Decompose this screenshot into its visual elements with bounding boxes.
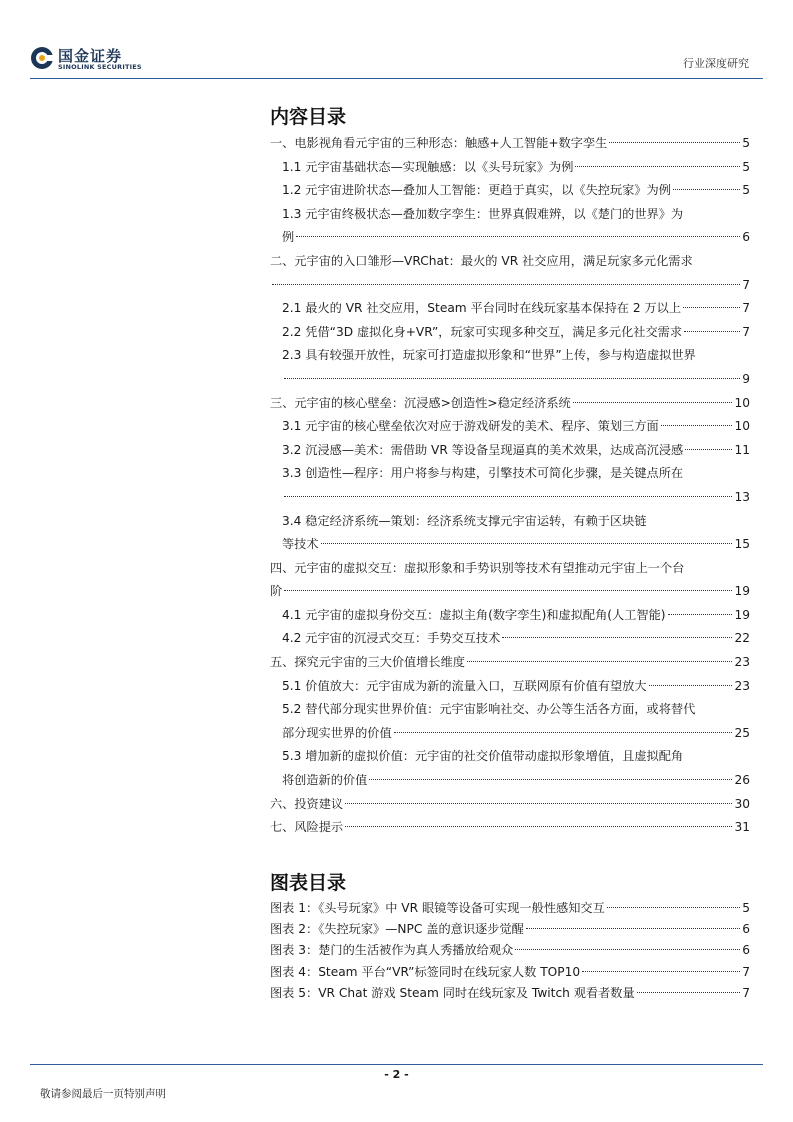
toc-entry-page: 10 (734, 419, 750, 434)
leader-dots (684, 331, 740, 332)
leader-dots (369, 779, 732, 780)
figure-entry[interactable] (270, 962, 750, 983)
toc-entry-page: 5 (742, 159, 750, 174)
leader-dots (637, 992, 741, 993)
page-number: - 2 - (384, 1068, 409, 1081)
toc-entry-text: 3.3 创造性—程序：用户将参与构建，引擎技术可简化步骤，是关键点所在 (282, 466, 684, 481)
toc-entry-text: 一、电影视角看元宇宙的三种形态：触感+人工智能+数字孪生 (270, 136, 608, 150)
company-logo (30, 46, 150, 74)
toc-entry[interactable] (270, 675, 750, 699)
figure-entry-page: 6 (742, 922, 750, 937)
leader-dots (685, 449, 732, 450)
toc-entry-text: 2.1 最火的 VR 社交应用，Steam 平台同时在线玩家基本保持在 2 万以上 (282, 301, 682, 316)
toc-entry[interactable] (270, 132, 750, 156)
toc-entry-text: 三、元宇宙的核心壁垒：沉浸感>创造性>稳定经济系统 (270, 395, 571, 410)
leader-dots (573, 402, 733, 403)
toc-entry[interactable] (270, 462, 750, 509)
disclaimer-note: 敬请参阅最后一页特别声明 (40, 1088, 166, 1100)
toc-entry-text-continued: 将创造新的价值 (282, 773, 368, 788)
leader-dots (526, 928, 740, 929)
figure-entry[interactable] (270, 940, 750, 961)
toc-entry[interactable] (270, 557, 750, 604)
toc-entry-page: 5 (742, 183, 750, 198)
toc-entry[interactable] (270, 179, 750, 203)
toc-entry[interactable] (270, 651, 750, 675)
figure-entry-text: 图表 3：楚门的生活被作为真人秀播放给观众 (270, 943, 514, 958)
toc-entry[interactable] (270, 344, 750, 391)
toc-entry-text: 4.1 元宇宙的虚拟身份交互：虚拟主角(数字孪生)和虚拟配角(人工智能) (282, 607, 666, 622)
toc-entry-page: 22 (734, 631, 750, 646)
toc-entry-page: 7 (742, 324, 750, 339)
logo-cn-text: 国金证券 (58, 47, 123, 65)
toc-title: 内容目录 (270, 106, 347, 128)
toc-entry-page: 9 (742, 371, 750, 386)
toc-entry[interactable] (270, 156, 750, 180)
toc-entry[interactable] (270, 250, 750, 297)
toc-entry[interactable] (270, 415, 750, 439)
toc-entry[interactable] (270, 627, 750, 651)
leader-dots (296, 236, 740, 237)
toc-entry-text: 3.1 元宇宙的核心壁垒依次对应于游戏研发的美术、程序、策划三方面 (282, 419, 659, 434)
toc-entry-page: 7 (742, 301, 750, 316)
toc-entry-page: 30 (734, 796, 750, 811)
leader-dots (345, 803, 732, 804)
figure-entry-page: 7 (742, 985, 750, 1000)
figure-entry[interactable] (270, 898, 750, 919)
figures-list (270, 898, 750, 1004)
toc-entry-page: 26 (734, 773, 750, 788)
toc-entry-text-continued: 阶 (270, 584, 283, 599)
toc-entry[interactable] (270, 816, 750, 840)
figure-entry-text: 图表 1：《头号玩家》中 VR 眼镜等设备可实现一般性感知交互 (270, 901, 605, 915)
figure-entry-text: 图表 4：Steam 平台“VR”标签同时在线玩家人数 TOP10 (270, 964, 581, 979)
toc-entry[interactable] (270, 439, 750, 463)
toc-entry-page: 13 (734, 489, 750, 504)
logo-mark-icon (30, 46, 54, 70)
toc-entry-page: 23 (734, 678, 750, 693)
toc-entry-text-continued: 部分现实世界的价值 (282, 725, 392, 740)
toc-entry-text: 5.1 价值放大：元宇宙成为新的流量入口，互联网原有价值有望放大 (282, 678, 647, 693)
toc-entry-text: 2.3 具有较强开放性，玩家可打造虚拟形象和“世界”上传，参与构造虚拟世界 (282, 348, 696, 363)
table-of-contents (270, 132, 750, 840)
figure-entry[interactable] (270, 919, 750, 940)
toc-entry-page: 31 (734, 820, 750, 835)
toc-entry-text: 4.2 元宇宙的沉浸式交互：手势交互技术 (282, 631, 501, 646)
leader-dots (668, 614, 733, 615)
leader-dots (272, 284, 740, 285)
toc-entry-text-continued: 例 (282, 230, 295, 245)
toc-entry-page: 7 (742, 277, 750, 292)
toc-entry[interactable] (270, 297, 750, 321)
leader-dots (609, 142, 740, 143)
toc-entry[interactable] (270, 510, 750, 557)
leader-dots (582, 971, 740, 972)
figure-entry-page: 5 (742, 901, 750, 915)
toc-entry-page: 19 (734, 607, 750, 622)
toc-entry[interactable] (270, 604, 750, 628)
leader-dots (515, 949, 740, 950)
toc-entry-text: 5.2 替代部分现实世界价值：元宇宙影响社交、办公等生活各方面，或将替代 (282, 702, 696, 717)
figure-entry-page: 6 (742, 943, 750, 958)
toc-entry-text-continued: 等技术 (282, 537, 319, 552)
toc-entry[interactable] (270, 203, 750, 250)
toc-entry[interactable] (270, 321, 750, 345)
leader-dots (649, 685, 733, 686)
figure-entry[interactable] (270, 983, 750, 1004)
toc-entry-text: 3.4 稳定经济系统—策划：经济系统支撑元宇宙运转，有赖于区块链 (282, 513, 647, 528)
toc-entry-text: 1.1 元宇宙基础状态—实现触感：以《头号玩家》为例 (282, 159, 574, 174)
toc-entry-page: 10 (734, 395, 750, 410)
leader-dots (607, 907, 740, 908)
toc-entry-text: 六、投资建议 (270, 796, 344, 811)
toc-entry-text: 五、探究元宇宙的三大价值增长维度 (270, 655, 465, 670)
toc-entry[interactable] (270, 392, 750, 416)
leader-dots (673, 189, 740, 190)
toc-entry-page: 23 (734, 655, 750, 670)
leader-dots (467, 661, 732, 662)
leader-dots (683, 307, 740, 308)
logo-en-text: SINOLINK SECURITIES (58, 63, 142, 71)
toc-entry-text: 1.2 元宇宙进阶状态—叠加人工智能：更趋于真实，以《失控玩家》为例 (282, 183, 671, 198)
footer-divider (30, 1064, 763, 1065)
toc-entry-text: 3.2 沉浸感—美术：需借助 VR 等设备呈现逼真的美术效果，达成高沉浸感 (282, 442, 684, 457)
leader-dots (321, 543, 733, 544)
toc-entry-page: 25 (734, 725, 750, 740)
toc-entry-page: 15 (734, 537, 750, 552)
toc-entry-text: 二、元宇宙的入口雏形—VRChat：最火的 VR 社交应用，满足玩家多元化需求 (270, 253, 693, 268)
toc-entry-text: 四、元宇宙的虚拟交互：虚拟形象和手势识别等技术有望推动元宇宙上一个台 (270, 560, 685, 575)
header-divider (30, 78, 763, 79)
toc-entry[interactable] (270, 698, 750, 745)
figures-title: 图表目录 (270, 872, 347, 894)
leader-dots (575, 166, 740, 167)
figure-entry-page: 7 (742, 964, 750, 979)
page-header (0, 0, 793, 80)
leader-dots (284, 590, 732, 591)
toc-entry-page: 5 (742, 136, 750, 150)
leader-dots (284, 496, 732, 497)
leader-dots (661, 425, 733, 426)
leader-dots (502, 637, 732, 638)
leader-dots (284, 378, 740, 379)
toc-entry[interactable] (270, 745, 750, 792)
figure-entry-text: 图表 2：《失控玩家》—NPC 盖的意识逐步觉醒 (270, 922, 524, 937)
toc-entry[interactable] (270, 793, 750, 817)
toc-entry-page: 11 (734, 442, 750, 457)
toc-entry-text: 2.2 凭借“3D 虚拟化身+VR”，玩家可实现多种交互，满足多元化社交需求 (282, 324, 683, 339)
report-type-label: 行业深度研究 (683, 57, 749, 70)
toc-entry-page: 19 (734, 584, 750, 599)
toc-entry-text: 5.3 增加新的虚拟价值：元宇宙的社交价值带动虚拟形象增值，且虚拟配角 (282, 749, 684, 764)
figure-entry-text: 图表 5：VR Chat 游戏 Steam 同时在线玩家及 Twitch 观看者数量 (270, 985, 635, 1000)
leader-dots (394, 732, 733, 733)
toc-entry-text: 1.3 元宇宙终极状态—叠加数字孪生：世界真假难辨，以《楚门的世界》为 (282, 206, 684, 221)
toc-entry-text: 七、风险提示 (270, 820, 344, 835)
leader-dots (345, 826, 732, 827)
toc-entry-page: 6 (742, 230, 750, 245)
